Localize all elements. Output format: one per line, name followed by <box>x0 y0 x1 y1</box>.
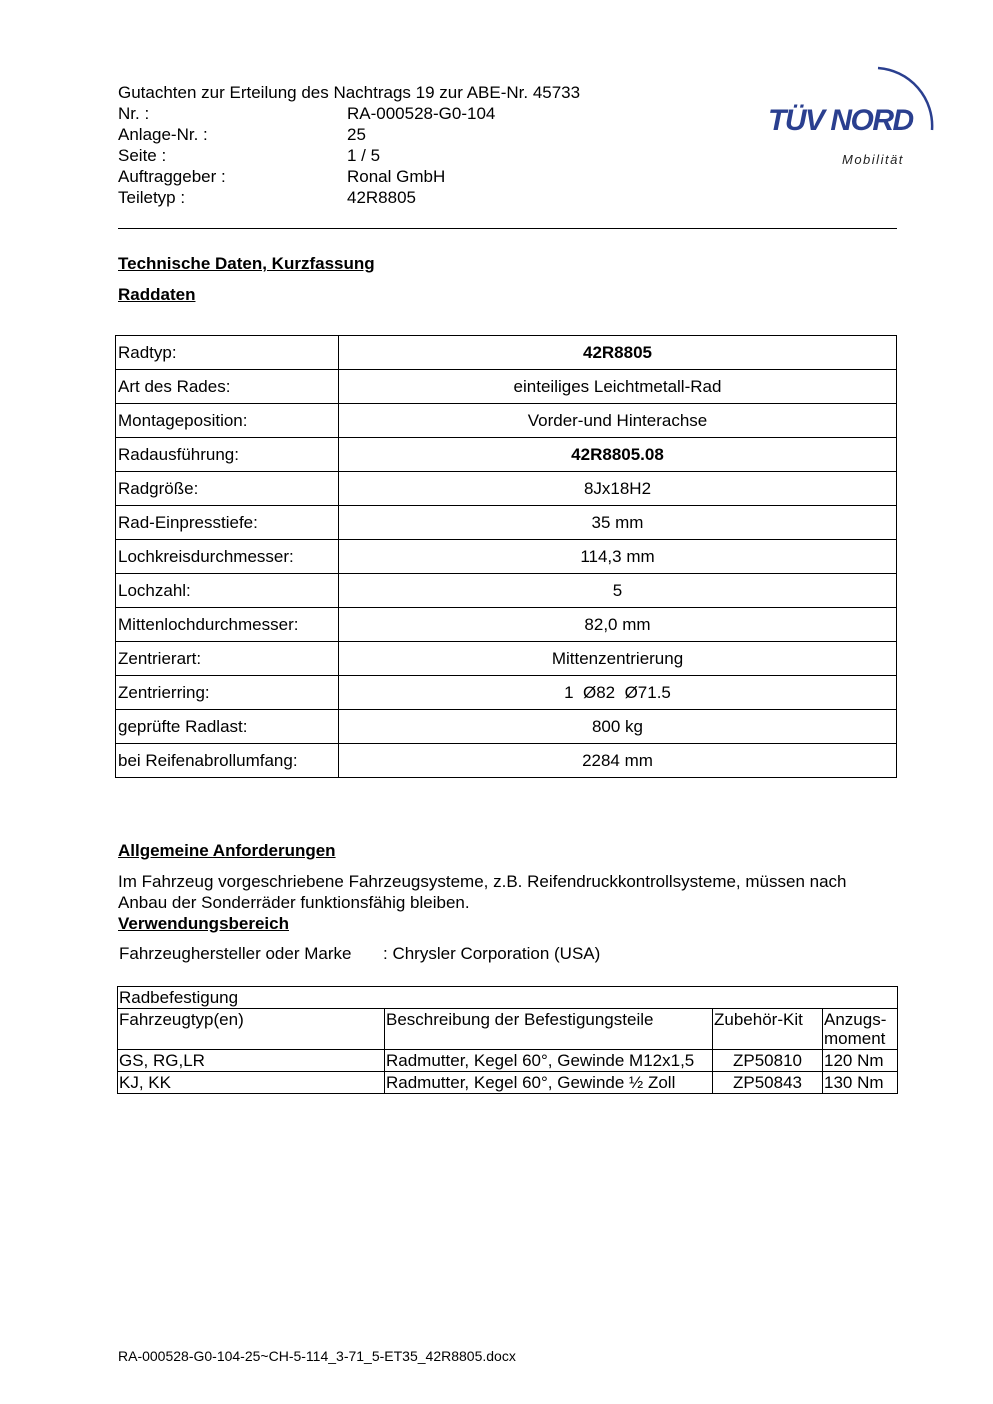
wheel-label: Rad-Einpresstiefe: <box>116 506 339 540</box>
table-row <box>116 608 897 642</box>
table-cell: Radmutter, Kegel 60°, Gewinde ½ Zoll <box>385 1072 713 1094</box>
table-row <box>116 370 897 404</box>
heading-usage: Verwendungsbereich <box>118 914 289 933</box>
heading-wheel-data: Raddaten <box>118 285 196 304</box>
wheel-label: Lochkreisdurchmesser: <box>116 540 339 574</box>
wheel-value: 8Jx18H2 <box>339 472 897 506</box>
footer-filename: RA-000528-G0-104-25~CH-5-114_3-71_5-ET35_42R8805.docx <box>118 1348 516 1364</box>
meta-key: Auftraggeber : <box>118 167 226 186</box>
wheel-label: Zentrierring: <box>116 676 339 710</box>
wheel-label: Lochzahl: <box>116 574 339 608</box>
table-row <box>118 987 898 1009</box>
wheel-value: 42R8805 <box>339 336 897 370</box>
wheel-value: 800 kg <box>339 710 897 744</box>
meta-key: Seite : <box>118 146 167 165</box>
wheel-value: 114,3 mm <box>339 540 897 574</box>
table-row <box>116 336 897 370</box>
table-row <box>118 1072 898 1094</box>
table-row <box>118 1050 898 1072</box>
wheel-value: 5 <box>339 574 897 608</box>
heading-requirements: Allgemeine Anforderungen <box>118 841 336 860</box>
meta-key: Teiletyp : <box>118 188 186 207</box>
table-cell: Radmutter, Kegel 60°, Gewinde M12x1,5 <box>385 1050 713 1072</box>
mounting-title: Radbefestigung <box>118 987 898 1009</box>
meta-key: Anlage-Nr. : <box>118 125 208 144</box>
mounting-table <box>117 986 898 1094</box>
table-row <box>116 472 897 506</box>
requirements-text: Im Fahrzeug vorgeschriebene Fahrzeugsysteme, z.B. Reifendruckkontrollsysteme, müssen nach Anbau der Sonderräder funktionsfähig bleiben. <box>118 872 847 912</box>
table-row <box>116 540 897 574</box>
wheel-value: 35 mm <box>339 506 897 540</box>
wheel-value: 82,0 mm <box>339 608 897 642</box>
tuv-nord-logo <box>760 56 945 176</box>
wheel-label: Art des Rades: <box>116 370 339 404</box>
table-row <box>116 642 897 676</box>
wheel-label: Montageposition: <box>116 404 339 438</box>
table-row <box>116 574 897 608</box>
meta-value: Ronal GmbH <box>347 167 446 186</box>
meta-value: 1 / 5 <box>347 146 381 165</box>
wheel-value: 42R8805.08 <box>339 438 897 472</box>
header-cell: Fahrzeugtyp(en) <box>118 1009 385 1050</box>
wheel-label: Radtyp: <box>116 336 339 370</box>
logo-subtitle: Mobilität <box>842 152 904 167</box>
wheel-value: 1 Ø82 Ø71.5 <box>339 676 897 710</box>
meta-value: RA-000528-G0-104 <box>347 104 496 123</box>
wheel-label: Mittenlochdurchmesser: <box>116 608 339 642</box>
wheel-label: Radgröße: <box>116 472 339 506</box>
table-row <box>116 404 897 438</box>
meta-key: Nr. : <box>118 104 150 123</box>
wheel-data-table <box>115 335 897 778</box>
wheel-value: Vorder-und Hinterachse <box>339 404 897 438</box>
table-row <box>116 438 897 472</box>
wheel-label: Zentrierart: <box>116 642 339 676</box>
wheel-label: geprüfte Radlast: <box>116 710 339 744</box>
logo-wordmark: TÜV NORD <box>768 104 913 137</box>
table-row <box>118 1009 898 1050</box>
table-row <box>116 744 897 778</box>
table-cell: GS, RG,LR <box>118 1050 385 1072</box>
wheel-label: bei Reifenabrollumfang: <box>116 744 339 778</box>
manufacturer-label: Fahrzeughersteller oder Marke <box>119 944 352 963</box>
header-cell: Beschreibung der Befestigungsteile <box>385 1009 713 1050</box>
heading-tech-data: Technische Daten, Kurzfassung <box>118 254 375 273</box>
wheel-value: 2284 mm <box>339 744 897 778</box>
wheel-value: Mittenzentrierung <box>339 642 897 676</box>
table-cell: 130 Nm <box>823 1072 898 1094</box>
table-cell: KJ, KK <box>118 1072 385 1094</box>
table-row <box>116 710 897 744</box>
meta-value: 42R8805 <box>347 188 417 207</box>
header-cell: Zubehör-Kit <box>713 1009 823 1050</box>
wheel-label: Radausführung: <box>116 438 339 472</box>
manufacturer-value: : Chrysler Corporation (USA) <box>383 944 601 963</box>
report-title: Gutachten zur Erteilung des Nachtrags 19 zur ABE-Nr. 45733 <box>118 83 581 102</box>
table-row <box>116 506 897 540</box>
meta-value: 25 <box>347 125 366 144</box>
table-cell: ZP50810 <box>713 1050 823 1072</box>
wheel-value: einteiliges Leichtmetall-Rad <box>339 370 897 404</box>
header-cell: Anzugs-moment <box>823 1009 898 1050</box>
table-row <box>116 676 897 710</box>
manufacturer-line <box>119 943 601 964</box>
table-cell: ZP50843 <box>713 1072 823 1094</box>
table-cell: 120 Nm <box>823 1050 898 1072</box>
header-divider <box>118 228 897 229</box>
